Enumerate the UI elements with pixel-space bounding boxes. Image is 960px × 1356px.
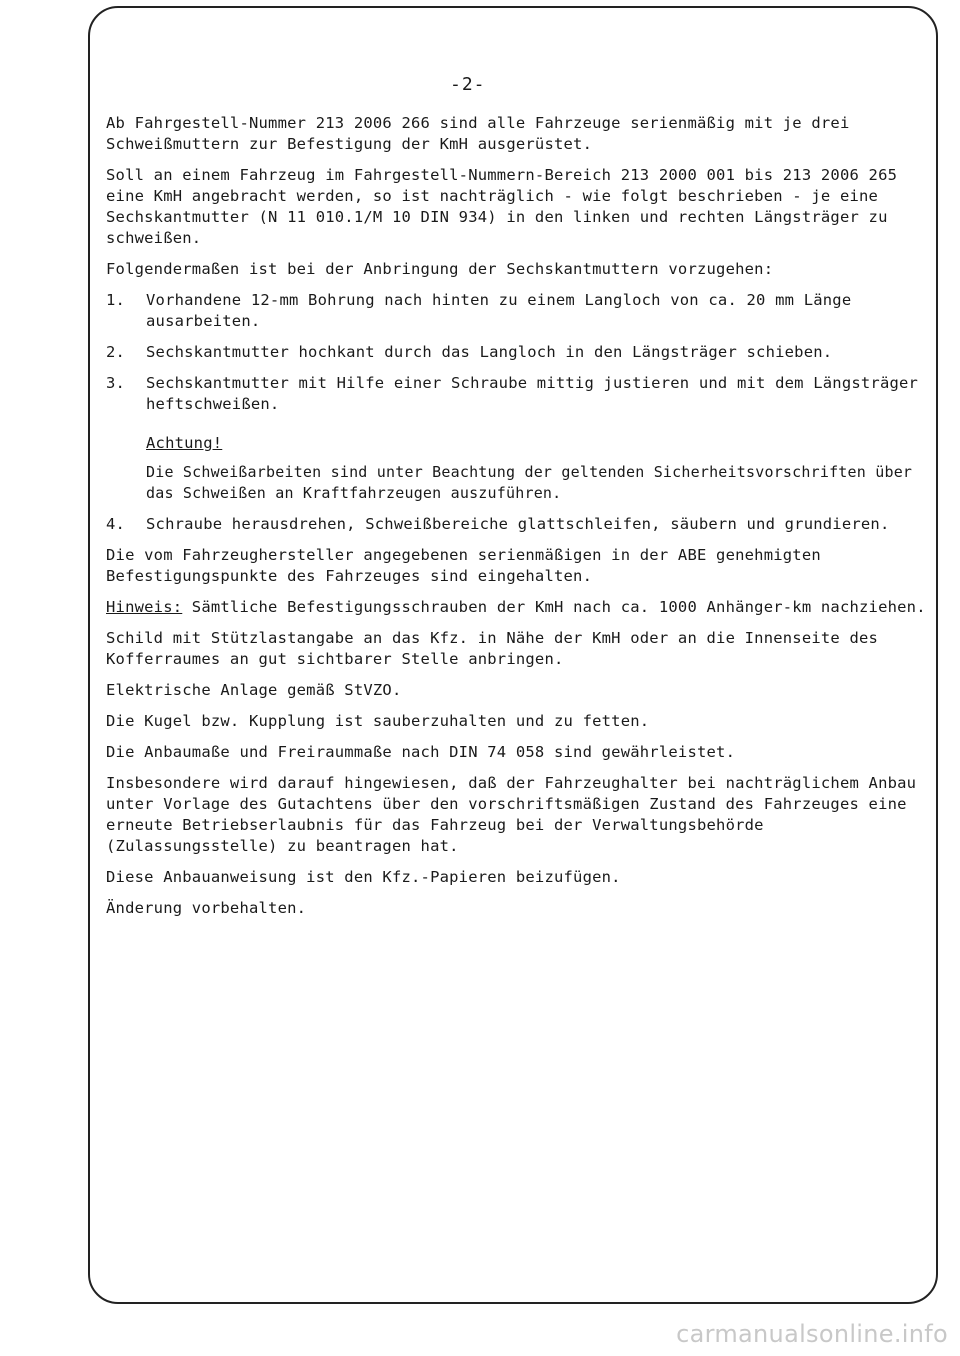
warning-title: Achtung! (146, 434, 223, 452)
step-item (106, 342, 934, 363)
papers-paragraph: Diese Anbauanweisung ist den Kfz.-Papieren beizufügen. (106, 868, 621, 886)
hint-label: Hinweis: (106, 598, 183, 616)
warning-text: Die Schweißarbeiten sind unter Beachtung der geltenden Sicherheitsvorschriften über das Schweißen an Kraftfahrzeugen auszuführen. (146, 463, 913, 502)
electrical-paragraph: Elektrische Anlage gemäß StVZO. (106, 681, 402, 699)
sign-paragraph: Schild mit Stützlastangabe an das Kfz. in Nähe der KmH oder an die Innenseite des Kofferraumes an gut sichtbarer Stelle anbringen. (106, 629, 879, 668)
hint-text: Sämtliche Befestigungsschrauben der KmH nach ca. 1000 Anhänger-km nachziehen. (182, 598, 926, 616)
mounting-points-paragraph: Die vom Fahrzeughersteller angegebenen serienmäßigen in der ABE genehmigten Befestigungspunkte des Fahrzeuges sind eingehalten. (106, 546, 821, 585)
step-number: 4. (106, 515, 126, 533)
step-text: Vorhandene 12-mm Bohrung nach hinten zu einem Langloch von ca. 20 mm Länge ausarbeiten. (146, 291, 852, 330)
document-body (106, 113, 934, 929)
step-number: 2. (106, 343, 126, 361)
watermark-text: carmanualsonline.info (676, 1320, 948, 1348)
step-text: Schraube herausdrehen, Schweißbereiche glattschleifen, säubern und grundieren. (146, 515, 890, 533)
approval-paragraph: Insbesondere wird darauf hingewiesen, daß der Fahrzeughalter bei nachträglichem Anbau unter Vorlage des Gutachtens über den vorschriftsmäßigen Zustand des Fahrzeuges eine erneute Betriebserlaubnis für das Fahrzeug bei der Verwaltungsbehörde (Zulassungsstelle) zu beantragen hat. (106, 774, 917, 855)
intro-paragraph: Ab Fahrgestell-Nummer 213 2006 266 sind alle Fahrzeuge serienmäßig mit je drei Schweißmuttern zur Befestigung der KmH ausgerüstet. (106, 114, 850, 153)
step-number: 3. (106, 374, 126, 392)
page-number: -2- (450, 74, 486, 95)
step-item (106, 373, 934, 415)
step-item (106, 290, 934, 332)
step-text: Sechskantmutter hochkant durch das Langloch in den Längsträger schieben. (146, 343, 833, 361)
dimensions-paragraph: Die Anbaumaße und Freiraummaße nach DIN 74 058 sind gewährleistet. (106, 743, 736, 761)
reservation-paragraph: Änderung vorbehalten. (106, 899, 307, 917)
hint-paragraph (106, 597, 934, 618)
procedure-intro: Folgendermaßen ist bei der Anbringung der Sechskantmuttern vorzugehen: (106, 260, 774, 278)
warning-block (146, 425, 934, 504)
step-item (106, 514, 934, 535)
ball-paragraph: Die Kugel bzw. Kupplung ist sauberzuhalten und zu fetten. (106, 712, 650, 730)
step-text: Sechskantmutter mit Hilfe einer Schraube mittig justieren und mit dem Längsträger heftschweißen. (146, 374, 919, 413)
range-paragraph: Soll an einem Fahrzeug im Fahrgestell-Nummern-Bereich 213 2000 001 bis 213 2006 265 eine KmH angebracht werden, so ist nachträglich - wie folgt beschrieben - je eine Sechskantmutter (N 11 010.1/M 10 DIN 934) in den linken und rechten Längsträger zu schweißen. (106, 166, 898, 247)
step-number: 1. (106, 291, 126, 309)
